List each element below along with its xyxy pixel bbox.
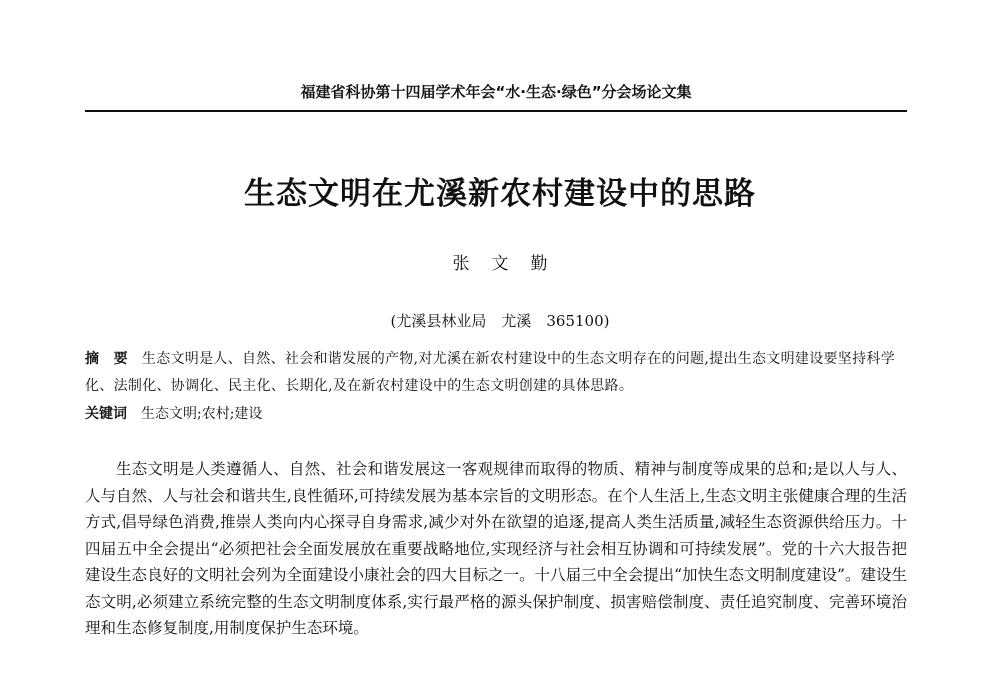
keywords-label: 关键词 xyxy=(85,406,127,422)
paper-title: 生态文明在尤溪新农村建设中的思路 xyxy=(244,176,756,212)
author-affiliation: (尤溪县林业局 尤溪 365100) xyxy=(390,312,610,330)
body-paragraph: 生态文明是人类遵循人、自然、社会和谐发展这一客观规律而取得的物质、精神与制度等成果的总和;是以人与人、人与自然、人与社会和谐共生,良性循环,可持续发展为基本宗旨的文明形态。在个人生活上,生态文明主张健康合理的生活方式,倡导绿色消费,推崇人类向内心探寻自身需求,减少对外在欲望的追逐,提高人类生活质量,减轻生态资源供给压力。十四届五中全会提出“必须把社会全面发展放在重要战略地位,实现经济与社会相互协调和可持续发展”。党的十六大报告把建设生态良好的文明社会列为全面建设小康社会的四大目标之一。十八届三中全会提出“加快生态文明制度建设”。建设生态文明,必须建立系统完整的生态文明制度体系,实行最严格的源头保护制度、损害赔偿制度、责任追究制度、完善环境治理和生态修复制度,用制度保护生态环境。 xyxy=(85,460,907,637)
proceedings-title: 福建省科协第十四届学术年会“水·生态·绿色”分会场论文集 xyxy=(300,83,692,101)
abstract xyxy=(85,346,907,400)
proceedings-header xyxy=(85,72,907,112)
abstract-text: 生态文明是人、自然、社会和谐发展的产物,对尤溪在新农村建设中的生态文明存在的问题,提出生态文明建设要坚持科学化、法制化、协调化、民主化、长期化,及在新农村建设中的生态文明创建的具体思路。 xyxy=(85,351,896,394)
keywords xyxy=(85,401,907,428)
abstract-label: 摘 要 xyxy=(85,351,128,367)
author-name: 张文勤 xyxy=(452,254,570,274)
keywords-text: 生态文明;农村;建设 xyxy=(141,406,263,422)
